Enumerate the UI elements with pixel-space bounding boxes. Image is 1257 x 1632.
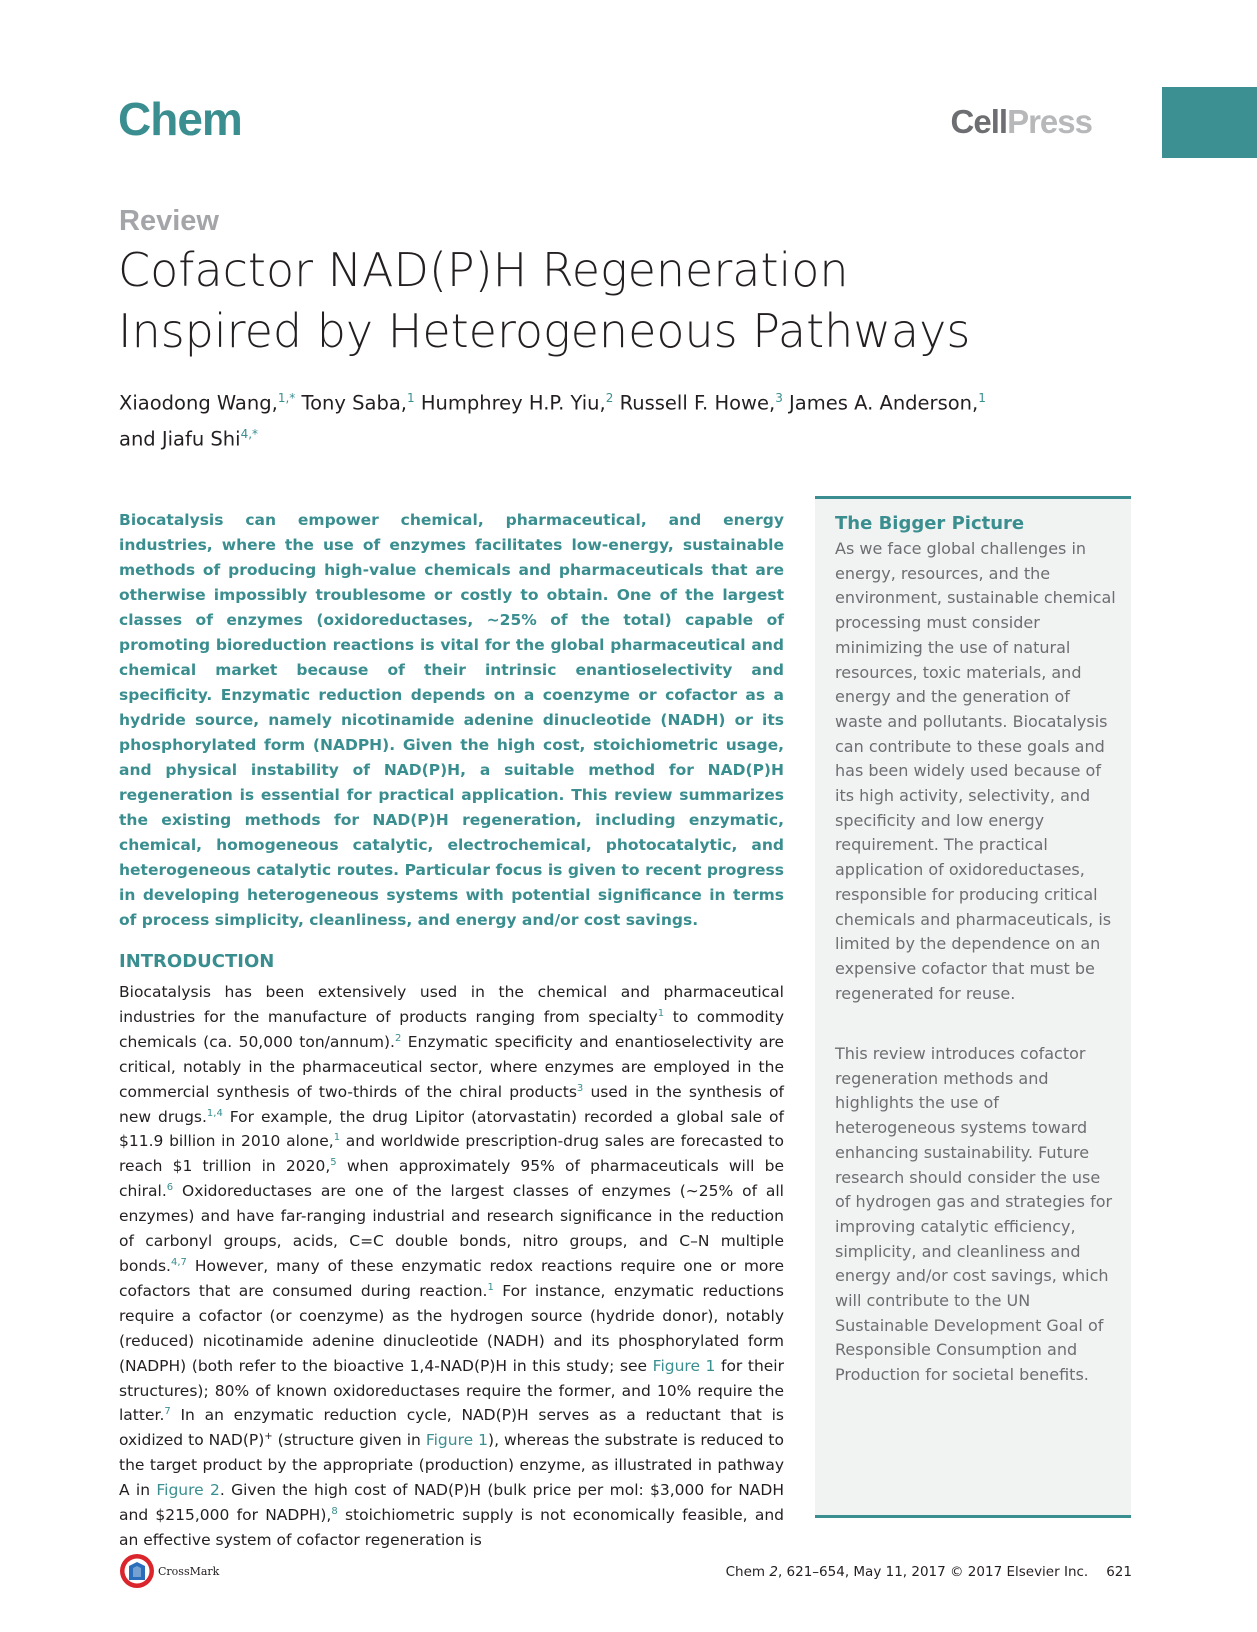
author-name: James A. Anderson, — [789, 391, 979, 415]
author-affiliation[interactable]: 2 — [605, 391, 614, 405]
citation-reference[interactable]: 1 — [333, 1132, 341, 1144]
crossmark-icon — [119, 1553, 155, 1589]
bigger-picture-sidebar — [815, 496, 1131, 1518]
crossmark-label: CrossMark — [158, 1564, 220, 1578]
publisher-logo-press: Press — [1007, 103, 1092, 140]
intro-text: used in the synthesis of new drugs. — [119, 1082, 784, 1126]
citation-reference[interactable]: 1 — [487, 1281, 494, 1293]
article-title-line-2: Inspired by Heterogeneous Pathways — [118, 304, 971, 358]
author-affiliation[interactable]: 3 — [775, 391, 783, 405]
charge-superscript: + — [264, 1431, 273, 1443]
author-name: Jiafu Shi — [161, 427, 241, 450]
abstract: Biocatalysis can empower chemical, pharmaceutical, and energy industries, where the use of enzymes facilitates low-energy, sustainable methods of producing high-value chemicals and pharmaceuticals that are otherwise impossibly troublesome or costly to obtain. One of the largest classes of enzymes (oxidoreductases, ∼25% of the total) capable of promoting bioreduction reactions is vital for the global pharmaceutical and chemical market because of their intrinsic enantioselectivity and specificity. Enzymatic reduction depends on a coenzyme or cofactor as a hydride source, namely nicotinamide adenine dinucleotide (NADH) or its phosphorylated form (NADPH). Given the high cost, stoichiometric usage, and physical instability of NAD(P)H, a suitable method for NAD(P)H regeneration is essential for practical application. This review summarizes the existing methods for NAD(P)H regeneration, including enzymatic, chemical, homogeneous catalytic, electrochemical, photocatalytic, and heterogeneous catalytic routes. Particular focus is given to recent progress in developing heterogeneous systems with potential significance in terms of process simplicity, cleanliness, and energy and/or cost savings. — [119, 511, 784, 929]
intro-text: Oxidoreductases are one of the largest classes of enzymes (∼25% of all enzymes) and have far-ranging industrial and research significance in the reduction of carbonyl groups, acids, C=C double bonds, nitro groups, and C–N multiple bonds. — [119, 1182, 784, 1275]
author-name: Humphrey H.P. Yiu, — [420, 391, 606, 415]
intro-text: In an enzymatic reduction cycle, NAD(P)H serves as a reductant that is oxidized to NAD(P) — [119, 1406, 784, 1450]
introduction-body — [119, 980, 784, 1553]
intro-text: to commodity chemicals (ca. 50,000 ton/annum). — [119, 1007, 784, 1051]
citation-footer — [726, 1564, 1132, 1580]
author-affiliation[interactable]: 1,* — [277, 391, 296, 405]
citation-reference[interactable]: 4,7 — [171, 1256, 187, 1268]
publisher-logo — [951, 103, 1092, 141]
publisher-logo-cell: Cell — [950, 103, 1008, 140]
author-name: Tony Saba, — [301, 391, 407, 415]
citation-reference[interactable]: 2 — [394, 1032, 402, 1044]
citation-reference[interactable]: 1 — [657, 1007, 665, 1019]
author-name: Russell F. Howe, — [619, 391, 776, 415]
citation-reference[interactable]: 1,4 — [206, 1107, 223, 1119]
article-title-line-1: Cofactor NAD(P)H Regeneration — [118, 243, 849, 297]
article-title — [118, 240, 1018, 362]
intro-text: for their structures); 80% of known oxidoreductases require the former, and 10% require the latter. — [119, 1356, 784, 1425]
corner-tab — [1162, 87, 1257, 158]
intro-text: For instance, enzymatic reductions require a cofactor (or coenzyme) as the hydrogen source (hydride donor), notably (reduced) nicotinamide adenine dinucleotide (NADH) and its phosphorylated form (NADPH) (both refer to the bioactive 1,4-NAD(P)H in this study; see — [119, 1281, 784, 1375]
article-type: Review — [119, 205, 219, 237]
intro-text: and worldwide prescription-drug sales are forecasted to reach $1 trillion in 2020, — [119, 1132, 784, 1176]
citation-volume: 2 — [769, 1564, 778, 1580]
author-name: Xiaodong Wang, — [119, 391, 278, 415]
author-affiliation[interactable]: 1 — [406, 391, 415, 405]
figure-link[interactable]: Figure 1 — [425, 1431, 489, 1450]
citation-reference[interactable]: 7 — [164, 1406, 171, 1418]
intro-text: ), whereas the substrate is reduced to the target product by the appropriate (production) enzyme, as illustrated in pathway A in — [119, 1431, 784, 1500]
intro-text: Biocatalysis has been extensively used in the chemical and pharmaceutical industries for the manufacture of products ranging from specialty — [119, 983, 784, 1026]
citation-reference[interactable]: 3 — [576, 1082, 584, 1094]
crossmark-badge[interactable] — [119, 1553, 219, 1589]
citation-details: , 621–654, May 11, 2017 © 2017 Elsevier Inc. — [777, 1564, 1089, 1580]
introduction-heading: INTRODUCTION — [119, 951, 275, 972]
citation-prefix: Chem — [725, 1564, 770, 1580]
sidebar-title: The Bigger Picture — [835, 513, 1025, 534]
author-affiliation[interactable]: 4,* — [240, 426, 259, 441]
author-affiliation[interactable]: 1 — [978, 391, 986, 405]
intro-text: stoichiometric supply is not economically feasible, and an effective system of cofactor regeneration is — [119, 1506, 784, 1549]
citation-reference[interactable]: 6 — [166, 1182, 174, 1194]
intro-text: (structure given in — [272, 1431, 426, 1450]
intro-text: However, many of these enzymatic redox reactions require one or more cofactors that are consumed during reaction. — [119, 1256, 784, 1300]
citation-reference[interactable]: 5 — [330, 1157, 337, 1169]
sidebar-paragraph: This review introduces cofactor regeneration methods and highlights the use of heterogeneous systems toward enhancing sustainability. Future research should consider the use of hydrogen gas and strategies for improving catalytic efficiency, simplicity, and cleanliness and energy and/or cost savings, which will contribute to the UN Sustainable Development Goal of Responsible Consumption and Production for societal benefits. — [835, 1044, 1113, 1385]
citation-reference[interactable]: 8 — [331, 1505, 338, 1517]
intro-text: when approximately 95% of pharmaceuticals will be chiral. — [119, 1157, 784, 1201]
author-list — [119, 383, 1079, 454]
intro-text: Enzymatic specificity and enantioselectivity are critical, notably in the pharmaceutical sector, where enzymes are employed in the commercial synthesis of two-thirds of the chiral products — [119, 1032, 784, 1101]
journal-logo: Chem — [118, 93, 242, 145]
figure-link[interactable]: Figure 1 — [652, 1356, 716, 1375]
intro-text: . Given the high cost of NAD(P)H (bulk price per mol: $3,000 for NADH and $215,000 for NADPH), — [119, 1481, 784, 1525]
author-and: and — [119, 427, 156, 450]
sidebar-paragraph: As we face global challenges in energy, resources, and the environment, sustainable chemical processing must consider minimizing the use of natural resources, toxic materials, and energy and the generation of waste and pollutants. Biocatalysis can contribute to these goals and has been widely used because of its high activity, selectivity, and specificity and low energy requirement. The practical application of oxidoreductases, responsible for producing critical chemicals and pharmaceuticals, is limited by the dependence on an expensive cofactor that must be regenerated for reuse. — [835, 539, 1116, 1003]
figure-link[interactable]: Figure 2 — [156, 1481, 220, 1500]
page-number: 621 — [1106, 1564, 1132, 1580]
intro-text: For example, the drug Lipitor (atorvastatin) recorded a global sale of $11.9 billion in 2010 alone, — [119, 1107, 784, 1151]
